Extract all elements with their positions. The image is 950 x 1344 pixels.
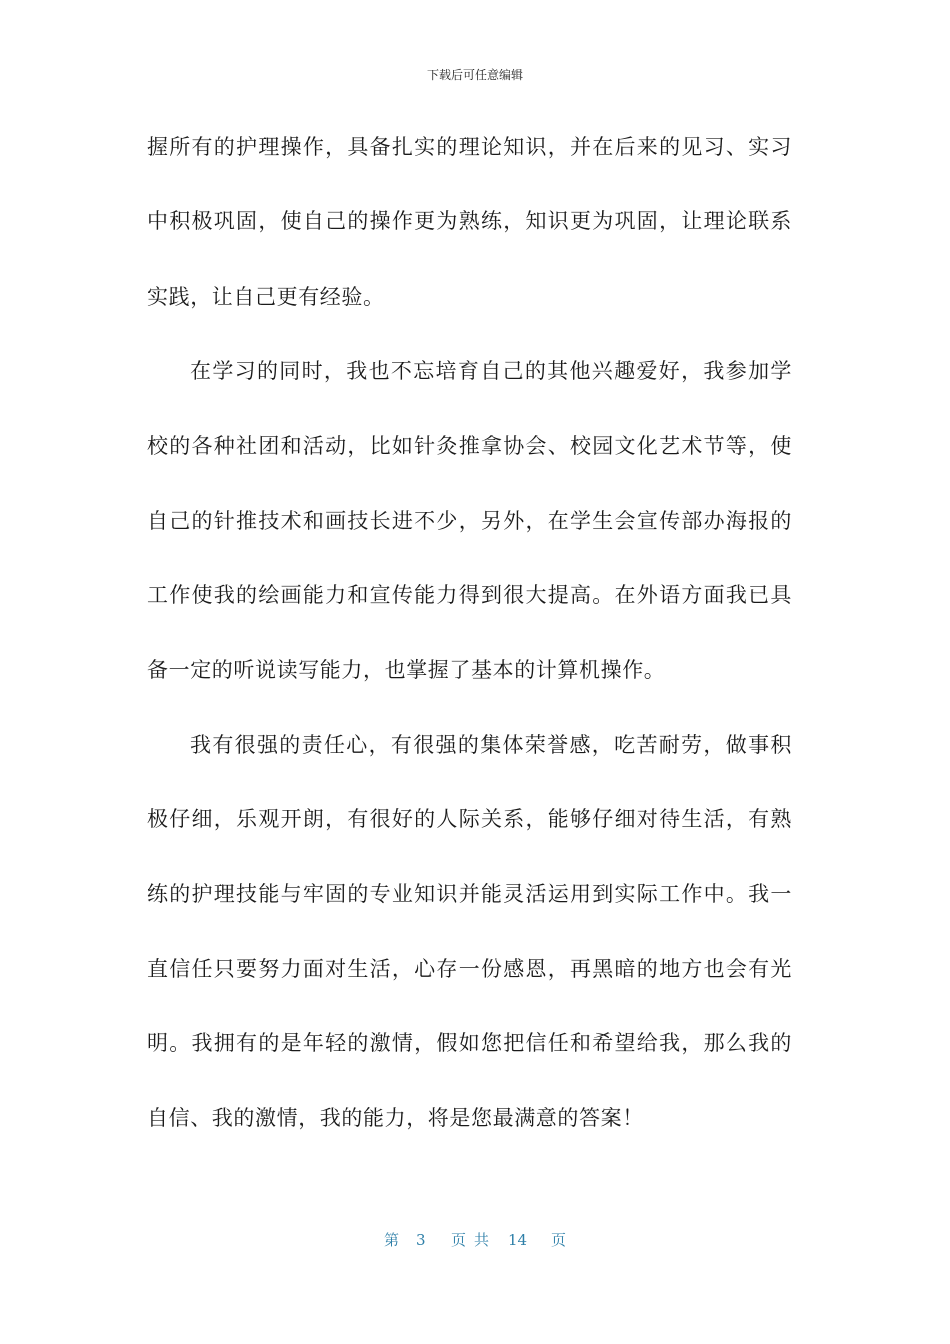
total-pages-number: 14 (508, 1231, 528, 1249)
paragraph-3-line-2: 极仔细，乐观开朗，有很好的人际关系，能够仔细对待生活，有熟 (147, 807, 792, 831)
paragraph-3-line-4: 直信任只要努力面对生活，心存一份感恩，再黑暗的地方也会有光 (147, 957, 792, 981)
page-suffix-label: 页共 (451, 1231, 498, 1249)
paragraph-2-line-4: 工作使我的绘画能力和宣传能力得到很大提高。在外语方面我已具 (147, 583, 792, 607)
paragraph-2-line-5: 备一定的听说读写能力，也掌握了基本的计算机操作。 (147, 658, 666, 682)
paragraph-1-line-3: 实践，让自己更有经验。 (147, 285, 385, 309)
paragraph-3-line-6: 自信、我的激情，我的能力，将是您最满意的答案！ (147, 1106, 644, 1130)
paragraph-1-line-2: 中积极巩固，使自己的操作更为熟练，知识更为巩固，让理论联系 (147, 209, 792, 233)
paragraph-2-line-2: 校的各种社团和活动，比如针灸推拿协会、校园文化艺术节等，使 (147, 434, 792, 458)
paragraph-3-line-3: 练的护理技能与牢固的专业知识并能灵活运用到实际工作中。我一 (147, 882, 792, 906)
page-label: 第 (384, 1231, 400, 1249)
current-page-number: 3 (416, 1231, 426, 1249)
paragraph-3-line-1: 我有很强的责任心，有很强的集体荣誉感，吃苦耐劳，做事积 (190, 733, 792, 757)
page-footer (0, 1230, 950, 1250)
total-pages-suffix: 页 (551, 1231, 567, 1249)
paragraph-2-line-1: 在学习的同时，我也不忘培育自己的其他兴趣爱好，我参加学 (190, 359, 792, 383)
paragraph-2-line-3: 自己的针推技术和画技长进不少，另外，在学生会宣传部办海报的 (147, 509, 792, 533)
page-header: 下载后可任意编辑 (426, 68, 523, 82)
paragraph-3-line-5: 明。我拥有的是年轻的激情，假如您把信任和希望给我，那么我的 (147, 1031, 792, 1055)
paragraph-1-line-1: 握所有的护理操作，具备扎实的理论知识，并在后来的见习、实习 (147, 135, 792, 159)
